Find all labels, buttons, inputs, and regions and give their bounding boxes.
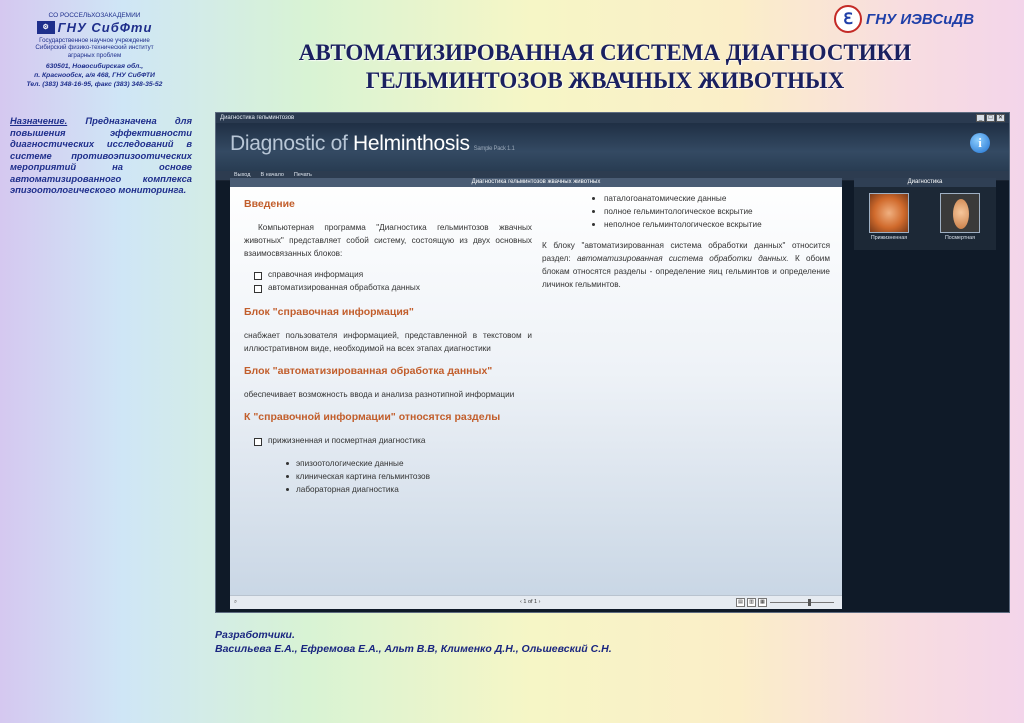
sections-item: прижизненная и посмертная диагностика xyxy=(244,434,532,447)
auto-heading: Блок "автоматизированная обработка данных" xyxy=(244,365,493,377)
brand-name: ГНУ ИЭВСиДВ xyxy=(866,10,975,28)
view-single-icon[interactable]: ▤ xyxy=(736,598,745,607)
document-right-column xyxy=(542,192,830,291)
document-statusbar xyxy=(230,595,842,609)
ievscdv-logo-icon: ℇ xyxy=(834,5,862,33)
maximize-button[interactable]: □ xyxy=(986,114,995,122)
menu-home[interactable]: В начало xyxy=(260,171,284,178)
document-left-column xyxy=(244,192,532,496)
developers-names: Васильева Е.А., Ефремова Е.А., Альт В.В, Клименко Д.Н., Ольшевский С.Н. xyxy=(215,643,612,655)
org-logo-name: ГНУ СибФти xyxy=(57,19,153,35)
menu-exit[interactable]: Выход xyxy=(234,171,251,178)
org-phone: Тел. (383) 348-16-95, факс (383) 348-35-52 xyxy=(26,81,163,89)
thumb-postmortem[interactable] xyxy=(940,193,980,233)
app-name-prefix: Diagnostic of xyxy=(230,132,354,155)
app-name xyxy=(230,132,515,156)
thumb-lifetime[interactable] xyxy=(869,193,909,233)
ref-heading: Блок "справочная информация" xyxy=(244,306,414,318)
document-pane xyxy=(230,178,842,609)
auto-text: обеспечивает возможность ввода и анализа разнотипной информации xyxy=(244,390,515,399)
org-line3: аграрных проблем xyxy=(67,51,122,59)
org-logo-icon: ⚙ xyxy=(37,21,55,34)
menu-print[interactable]: Печать xyxy=(293,171,312,178)
block-item-1: справочная информация xyxy=(244,268,532,281)
app-name-main: Helminthosis xyxy=(353,132,470,155)
intro-heading: Введение xyxy=(244,198,295,210)
page-indicator[interactable]: ‹ 1 of 1 › xyxy=(520,599,541,605)
document-title: Диагностика гельминтозов жвачных животных xyxy=(230,178,842,187)
right-item-2: полное гельминтологическое вскрытие xyxy=(542,205,830,218)
org-address-2: п. Краснообск, а/я 468, ГНУ СибФТИ xyxy=(34,72,155,80)
egg-icon xyxy=(953,199,969,229)
search-icon[interactable]: ⌕ xyxy=(234,599,238,605)
info-icon[interactable]: i xyxy=(970,133,990,153)
brand xyxy=(834,5,974,33)
purpose-text: Предназначена для повышения эффективности диагностических исследований в системе противоэпизоотических мероприятий на основе автоматизированного комплекса эпизоотологического мониторинга. xyxy=(10,115,192,195)
window-controls xyxy=(976,114,1005,122)
ref-text: снабжает пользователя информацией, представленной в текстовом и иллюстративном виде, необходимой на всех этапах диагностики xyxy=(244,331,532,353)
right-item-1: паталогоанатомические данные xyxy=(542,192,830,205)
right-paragraph-1-italic: автоматизированная система обработки данных. xyxy=(576,254,789,263)
right-paragraph-2: К обоим блокам относятся разделы - определение яиц гельминтов и определение личинок гельминтов. xyxy=(542,254,830,289)
academy-name: СО РОССЕЛЬХОЗАКАДЕМИИ xyxy=(48,12,141,19)
sections-sub-3: лабораторная диагностика xyxy=(244,483,532,496)
org-address-1: 630501, Новосибирская обл., xyxy=(45,63,144,71)
right-item-3: неполное гельминтологическое вскрытие xyxy=(542,218,830,231)
view-double-icon[interactable]: ▥ xyxy=(747,598,756,607)
developers xyxy=(215,628,915,656)
page-title xyxy=(245,39,965,95)
org-line1: Государственное научное учреждение xyxy=(39,36,150,44)
app-window xyxy=(215,112,1010,613)
title-line-2: ГЕЛЬМИНТОЗОВ ЖВАЧНЫХ ЖИВОТНЫХ xyxy=(365,68,845,93)
close-button[interactable]: ✕ xyxy=(997,115,1004,121)
org-header xyxy=(12,12,177,89)
window-title: Диагностика гельминтозов xyxy=(220,115,295,121)
app-pack: Sample Pack 1.1 xyxy=(473,146,515,152)
org-logo xyxy=(12,21,177,35)
zoom-slider-thumb[interactable] xyxy=(808,599,811,606)
sections-sub-2: клиническая картина гельминтозов xyxy=(244,470,532,483)
thumb-lifetime-label: Прижизненная xyxy=(870,235,908,241)
zoom-slider[interactable] xyxy=(770,602,834,603)
right-paragraph-1 xyxy=(542,239,830,291)
right-paragraph-1-text: К блоку "автоматизированная система обработки данных" относится раздел: xyxy=(542,241,830,263)
org-line2: Сибирский физико-технический институт xyxy=(35,44,154,52)
window-titlebar xyxy=(216,113,1009,123)
title-line-1: АВТОМАТИЗИРОВАННАЯ СИСТЕМА ДИАГНОСТИКИ xyxy=(298,40,912,65)
view-modes xyxy=(736,598,767,607)
app-header xyxy=(216,123,1009,171)
sections-sub-1: эпизоотологические данные xyxy=(244,457,532,470)
purpose-block xyxy=(10,115,192,196)
intro-text: Компьютерная программа "Диагностика гельминтозов жвачных животных" представляет собой систему, состоящую из двух основных взаимосвязанных блоков: xyxy=(244,223,532,258)
purpose-label: Назначение. xyxy=(10,115,68,126)
developers-label: Разработчики. xyxy=(215,629,295,641)
thumb-postmortem-label: Посмертная xyxy=(945,235,975,241)
minimize-button[interactable]: _ xyxy=(976,114,985,122)
diagnostics-panel-title: Диагностика xyxy=(854,178,996,187)
sections-heading: К "справочной информации" относятся разделы xyxy=(244,411,501,423)
block-item-2: автоматизированная обработка данных xyxy=(244,281,532,294)
diagnostics-panel xyxy=(854,178,996,250)
view-grid-icon[interactable]: ▦ xyxy=(758,598,767,607)
